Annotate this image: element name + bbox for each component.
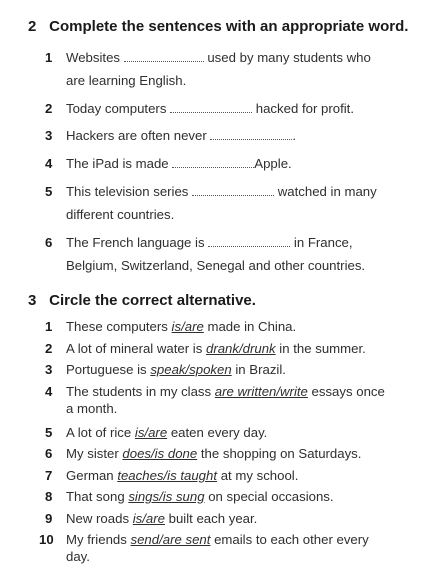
alternative-options[interactable]: are written/write xyxy=(214,384,308,399)
answer-blank[interactable] xyxy=(210,127,292,140)
ex2-item-1 xyxy=(45,46,405,92)
item-number: 10 xyxy=(39,532,54,547)
alternative-options[interactable]: speak/spoken xyxy=(150,362,232,377)
ex2-item-6 xyxy=(45,231,405,277)
sentence-end: on special occasions. xyxy=(204,489,334,504)
sentence-start: That song xyxy=(66,489,129,504)
exercise-title: Circle the correct alternative. xyxy=(49,292,256,309)
sentence-end: built each year. xyxy=(164,511,258,526)
sentence-end: made in China. xyxy=(203,319,297,334)
sentence-end: Apple. xyxy=(254,156,292,171)
sentence-start: German xyxy=(66,468,118,483)
sentence-start: New roads xyxy=(66,511,133,526)
ex2-item-4 xyxy=(45,152,405,175)
answer-blank[interactable] xyxy=(170,100,252,113)
ex3-item-6 xyxy=(45,445,405,462)
sentence-continuation: Belgium, Switzerland, Senegal and other countries. xyxy=(66,258,366,273)
sentence-end: in the summer. xyxy=(275,341,366,356)
sentence-start: The French language is xyxy=(66,235,205,250)
item-number: 1 xyxy=(45,319,53,334)
ex3-item-9 xyxy=(45,510,405,527)
sentence-start: My sister xyxy=(66,446,123,461)
sentence-start: These computers xyxy=(66,319,172,334)
sentence-start: Websites xyxy=(66,50,120,65)
item-number: 7 xyxy=(45,468,53,483)
sentence-end: the shopping on Saturdays. xyxy=(197,446,362,461)
ex3-item-8 xyxy=(45,488,405,505)
item-number: 3 xyxy=(45,128,53,143)
sentence-end: eaten every day. xyxy=(167,425,268,440)
answer-blank[interactable] xyxy=(192,183,274,196)
ex2-item-2 xyxy=(45,97,405,120)
sentence-end: at my school. xyxy=(217,468,299,483)
exercise-2-heading xyxy=(28,18,408,35)
item-number: 4 xyxy=(45,156,53,171)
ex3-item-3 xyxy=(45,361,405,378)
sentence-end: in France, xyxy=(293,235,353,250)
item-number: 1 xyxy=(45,50,53,65)
sentence-start: Today computers xyxy=(66,101,167,116)
ex2-item-3 xyxy=(45,124,405,147)
exercise-title: Complete the sentences with an appropriate word. xyxy=(49,18,409,35)
sentence-end: . xyxy=(292,128,297,143)
sentence-end: in Brazil. xyxy=(231,362,286,377)
sentence-end: watched in many xyxy=(277,184,377,199)
sentence-continuation: a month. xyxy=(66,401,118,416)
sentence-end: used by many students who xyxy=(207,50,371,65)
alternative-options[interactable]: is/are xyxy=(171,319,204,334)
sentence-end: emails to each other every xyxy=(210,532,369,547)
sentence-continuation: different countries. xyxy=(66,207,175,222)
alternative-options[interactable]: does/is done xyxy=(122,446,198,461)
alternative-options[interactable]: sings/is sung xyxy=(128,489,205,504)
sentence-start: The students in my class xyxy=(66,384,215,399)
sentence-end: essays once xyxy=(307,384,385,399)
sentence-continuation: day. xyxy=(66,549,90,564)
ex3-item-1 xyxy=(45,318,405,335)
ex3-item-5 xyxy=(45,424,405,441)
item-number: 5 xyxy=(45,425,53,440)
exercise-number: 2 xyxy=(28,18,37,35)
sentence-start: The iPad is made xyxy=(66,156,169,171)
exercise-3-heading xyxy=(28,292,256,309)
ex3-item-4 xyxy=(45,383,405,417)
item-number: 3 xyxy=(45,362,53,377)
sentence-start: Portuguese is xyxy=(66,362,151,377)
item-number: 9 xyxy=(45,511,53,526)
alternative-options[interactable]: teaches/is taught xyxy=(117,468,218,483)
item-number: 2 xyxy=(45,101,53,116)
item-number: 2 xyxy=(45,341,53,356)
ex3-item-7 xyxy=(45,467,405,484)
item-number: 5 xyxy=(45,184,53,199)
ex2-item-5 xyxy=(45,180,405,226)
sentence-end: hacked for profit. xyxy=(255,101,354,116)
item-number: 8 xyxy=(45,489,53,504)
sentence-start: Hackers are often never xyxy=(66,128,207,143)
exercise-number: 3 xyxy=(28,292,37,309)
answer-blank[interactable] xyxy=(124,49,204,62)
answer-blank[interactable] xyxy=(172,155,254,168)
alternative-options[interactable]: is/are xyxy=(134,425,168,440)
answer-blank[interactable] xyxy=(208,234,290,247)
ex3-item-2 xyxy=(45,340,405,357)
sentence-start: A lot of mineral water is xyxy=(66,341,206,356)
sentence-continuation: are learning English. xyxy=(66,73,187,88)
item-number: 6 xyxy=(45,446,53,461)
alternative-options[interactable]: send/are sent xyxy=(130,532,211,547)
sentence-start: A lot of rice xyxy=(66,425,135,440)
item-number: 4 xyxy=(45,384,53,399)
sentence-start: My friends xyxy=(66,532,131,547)
alternative-options[interactable]: drank/drunk xyxy=(206,341,276,356)
ex3-item-10 xyxy=(39,531,405,565)
item-number: 6 xyxy=(45,235,53,250)
alternative-options[interactable]: is/are xyxy=(132,511,165,526)
sentence-start: This television series xyxy=(66,184,189,199)
